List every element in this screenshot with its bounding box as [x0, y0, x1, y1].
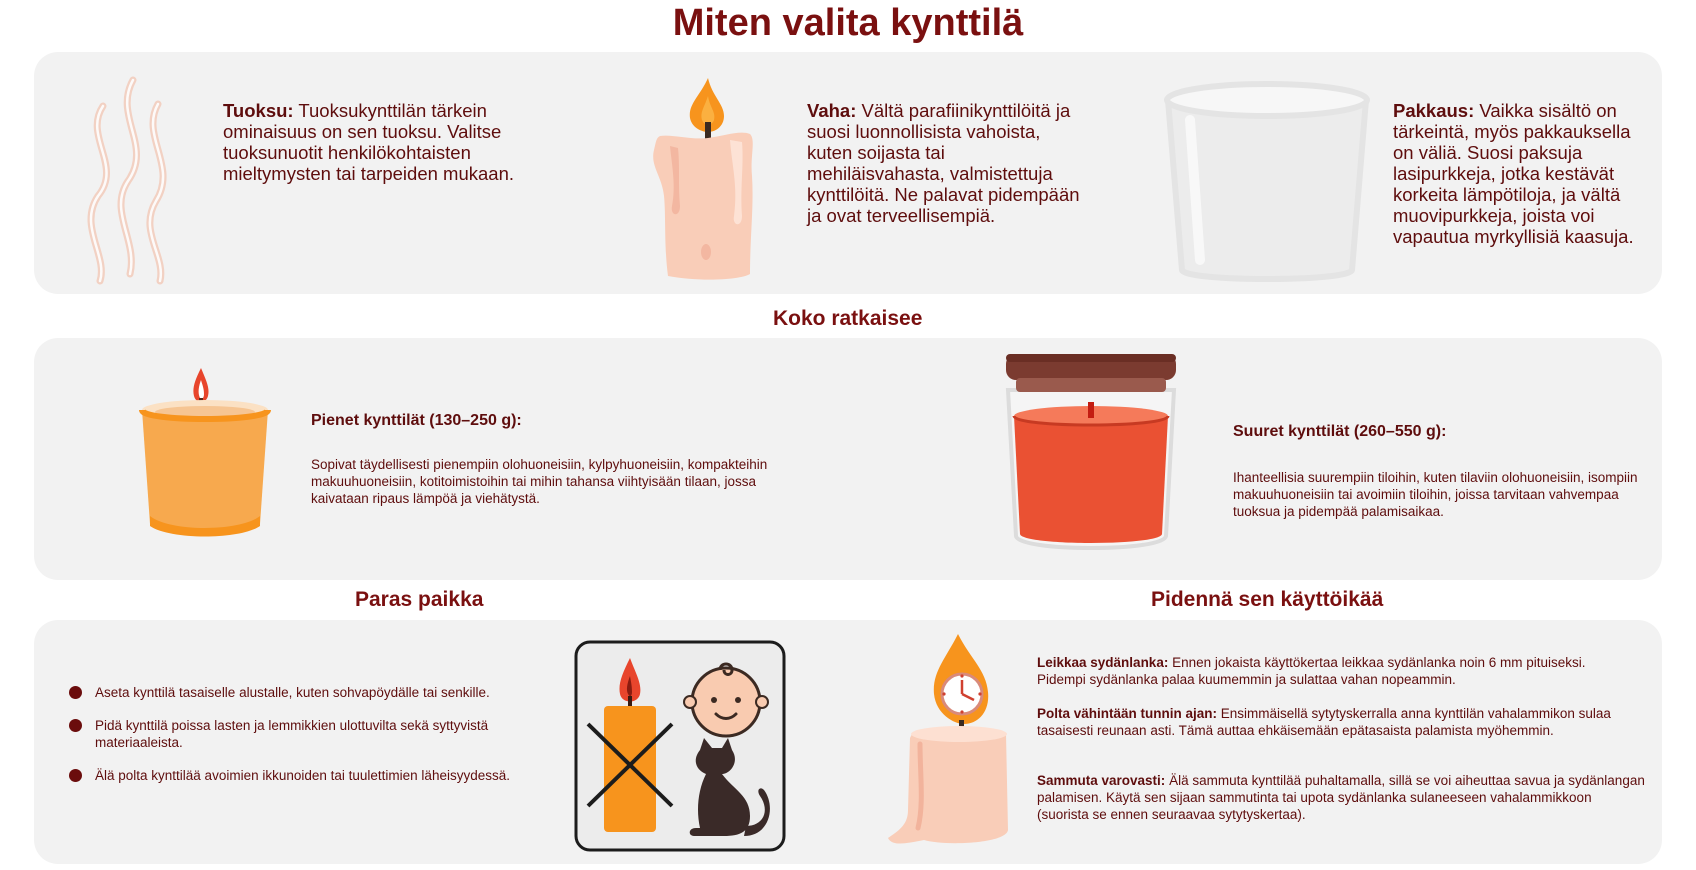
extinguish-label: Sammuta varovasti: [1037, 773, 1166, 788]
list-item: Aseta kynttilä tasaiselle alustalle, kuten sohvapöydälle tai senkille. [69, 684, 519, 701]
bullet-icon [69, 686, 82, 699]
place-heading: Paras paikka [355, 588, 484, 611]
life-tip-trim: Leikkaa sydänlanka: Ennen jokaista käyttökertaa leikkaa sydänlanka noin 6 mm pituiseksi. Pidempi sydänlanka palaa kuumemmin ja sulattaa vahan nopeammin. [1037, 655, 1586, 687]
small-orange-candle-icon [140, 366, 270, 538]
packaging-text: Pakkaus: Vaikka sisältö on tärkeintä, myös pakkauksella on väliä. Suosi paksuja lasipurkkeja, jotka kestävät korkeita lämpötiloja, ja vältä muovipurkkeja, joista voi vapautua myrkyllisiä kaasuja. [1393, 100, 1634, 247]
trim-wick-label: Leikkaa sydänlanka: [1037, 655, 1169, 670]
list-item: Älä polta kynttilää avoimien ikkunoiden tai tuulettimien läheisyydessä. [69, 767, 519, 784]
wax-text: Vaha: Vältä parafiinikynttilöitä ja suosi luonnollisista vahoista, kuten soijasta tai mehiläisvahasta, valmistettuja kynttilöitä. Ne palavat pidempään ja ovat terveellisempiä. [807, 100, 1080, 226]
burning-candle-clock-icon [884, 634, 1014, 850]
bullet-icon [69, 719, 82, 732]
small-candles-title: Pienet kynttilät (130–250 g): [311, 412, 522, 429]
burn-hour-label: Polta vähintään tunnin ajan: [1037, 706, 1218, 721]
life-tip-burn: Polta vähintään tunnin ajan: Ensimmäisellä sytytyskerralla anna kynttilän vahalammikon sulaa tasaisesti reunaan asti. Tämä auttaa ehkäisemään epätasaista palamista myöhemmin. [1037, 706, 1611, 738]
small-candles-text: Sopivat täydellisesti pienempiin olohuoneisiin, kylpyhuoneisiin, kompakteihin makuuhuoneisiin, kotitoimistoihin tai mihin tahansa viihtyisään tilaan, jossa kaivataan ripaus lämpöä ja viehätystä. [311, 457, 768, 506]
packaging-label: Pakkaus: [1393, 100, 1475, 121]
large-candles-title: Suuret kynttilät (260–550 g): [1233, 423, 1447, 440]
scent-text: Tuoksu: Tuoksukynttilän tärkein ominaisuus on sen tuoksu. Valitse tuoksunuotit henkilökohtaisten mieltymysten tai tarpeiden mukaan. [223, 100, 514, 184]
wax-label: Vaha: [807, 100, 857, 121]
size-heading: Koko ratkaisee [773, 307, 923, 330]
no-candle-near-child-and-pet-icon [574, 640, 786, 852]
large-red-jar-candle-icon [1000, 350, 1180, 554]
size-panel [34, 338, 1662, 580]
large-candles-text: Ihanteellisia suurempiin tiloihin, kuten tilaviin olohuoneisiin, isompiin makuuhuoneisiin tai avoimiin tiloihin, joissa tarvitaan vahvempaa tuoksua ja pidempää palamisaikaa. [1233, 470, 1638, 519]
list-item: Pidä kynttilä poissa lasten ja lemmikkien ulottuvilta sekä syttyvistä materiaaleista. [69, 717, 519, 751]
glass-jar-icon [1162, 80, 1372, 286]
bullet-icon [69, 769, 82, 782]
life-tip-extinguish: Sammuta varovasti: Älä sammuta kynttilää puhaltamalla, sillä se voi aiheuttaa savua ja sydänlangan palamisen. Käytä sen sijaan sammutinta tai upota sydänlanka sulaneeseen vahalammikkoon (suorista se ennen seuraavaa sytytyskertaa). [1037, 773, 1645, 822]
scent-label: Tuoksu: [223, 100, 294, 121]
place-list [69, 684, 519, 800]
page-title: Miten valita kynttilä [672, 2, 1024, 44]
steam-icon [78, 76, 178, 286]
life-heading: Pidennä sen käyttöikää [1151, 588, 1384, 611]
pillar-candle-icon [650, 76, 760, 282]
